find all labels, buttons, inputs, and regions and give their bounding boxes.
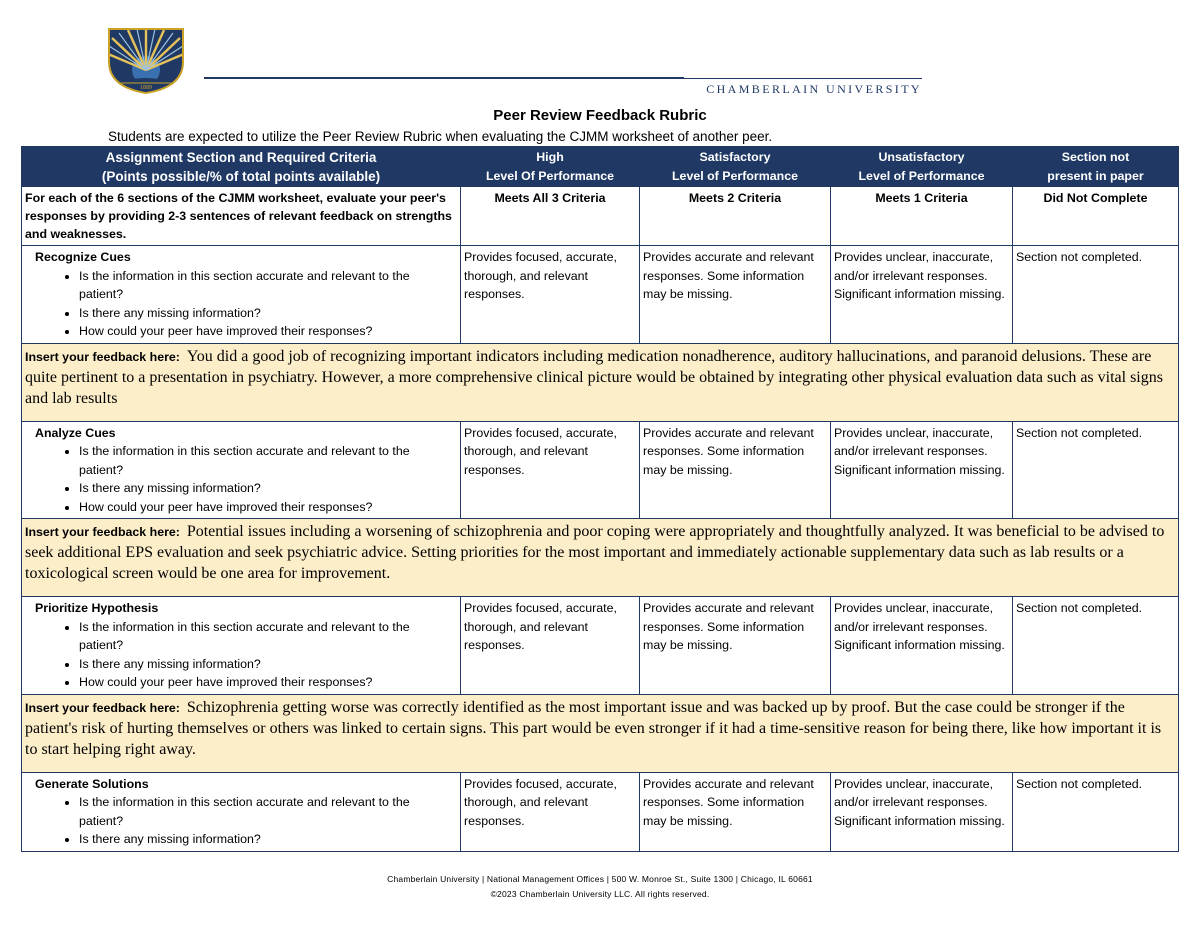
criteria-item: • Is there any missing information? xyxy=(79,830,457,849)
rubric-header-row xyxy=(22,147,1179,187)
criteria-item: • Is there any missing information? xyxy=(79,655,457,674)
header-rule-thin xyxy=(684,78,922,79)
feedback-row-recognize-cues xyxy=(22,343,1179,421)
meets-not-present: Did Not Complete xyxy=(1013,187,1179,246)
intro-text: Students are expected to utilize the Peer Review Rubric when evaluating the CJMM worksheet of another peer. xyxy=(108,129,773,144)
section-name: Generate Solutions xyxy=(35,776,149,791)
level-satisfactory-cell: Provides accurate and relevant responses. Some information may be missing. xyxy=(640,772,831,851)
criteria-item: • Is the information in this section accurate and relevant to the patient? xyxy=(79,618,457,655)
university-name: CHAMBERLAIN UNIVERSITY xyxy=(706,82,922,96)
feedback-label: Insert your feedback here: xyxy=(25,700,180,715)
section-name: Prioritize Hypothesis xyxy=(35,601,159,615)
header-rule xyxy=(204,77,684,79)
feedback-label: Insert your feedback here: xyxy=(25,349,180,364)
feedback-row-prioritize-hypothesis xyxy=(22,694,1179,772)
criteria-item: • Is there any missing information? xyxy=(79,304,457,323)
criteria-item: • How could your peer have improved their responses? xyxy=(79,322,457,341)
instruction-cell: For each of the 6 sections of the CJMM worksheet, evaluate your peer's responses by providing 2-3 sentences of relevant feedback on strengths and weaknesses. xyxy=(22,187,461,246)
level-not-present-cell: Section not completed. xyxy=(1013,246,1179,344)
section-row-recognize-cues xyxy=(22,246,1179,344)
col-header-high-line2: Level Of Performance xyxy=(485,168,615,183)
footer-copyright: ©2023 Chamberlain University LLC. All rights reserved. xyxy=(490,889,710,899)
section-row-generate-solutions xyxy=(22,772,1179,851)
criteria-list xyxy=(25,442,457,516)
level-not-present-cell: Section not completed. xyxy=(1013,421,1179,519)
col-header-not-present-line2: present in paper xyxy=(1047,168,1144,183)
feedback-row-analyze-cues xyxy=(22,519,1179,597)
feedback-text[interactable]: Schizophrenia getting worse was correctly identified as the most important issue and was backed up by proof. But the case could be stronger if the patient's risk of hurting themselves or others was linked to certain signs. This part would be even stronger if it had a time-sensitive reason for being there, like how important it is to start helping right away. xyxy=(25,698,1162,758)
section-criteria-cell xyxy=(22,597,461,695)
level-unsatisfactory-cell: Provides unclear, inaccurate, and/or irrelevant responses. Significant information missing. xyxy=(831,246,1013,344)
criteria-list xyxy=(25,267,457,341)
section-criteria-cell xyxy=(22,772,461,851)
col-header-criteria-line2: (Points possible/% of total points available) xyxy=(101,168,381,184)
feedback-text[interactable]: You did a good job of recognizing important indicators including medication nonadherence, auditory hallucinations, and paranoid delusions. These are quite pertinent to a presentation in psychiatry. However, a more comprehensive clinical picture would be obtained by integrating other physical evaluation data such as vital signs and lab results xyxy=(25,347,1163,407)
criteria-item: • Is there any missing information? xyxy=(79,479,457,498)
criteria-item: • How could your peer have improved their responses? xyxy=(79,673,457,692)
level-unsatisfactory-cell: Provides unclear, inaccurate, and/or irrelevant responses. Significant information missing. xyxy=(831,597,1013,695)
col-header-not-present xyxy=(1013,147,1179,187)
level-not-present-cell: Section not completed. xyxy=(1013,597,1179,695)
level-high-cell: Provides focused, accurate, thorough, and relevant responses. xyxy=(461,597,640,695)
page-title: Peer Review Feedback Rubric xyxy=(493,107,707,124)
section-criteria-cell xyxy=(22,246,461,344)
level-not-present-cell: Section not completed. xyxy=(1013,772,1179,851)
feedback-cell[interactable] xyxy=(22,694,1179,772)
meets-satisfactory: Meets 2 Criteria xyxy=(640,187,831,246)
col-header-unsatisfactory-line2: Level of Performance xyxy=(858,168,985,183)
meets-high: Meets All 3 Criteria xyxy=(461,187,640,246)
logo-year: 1889 xyxy=(140,85,152,91)
feedback-cell[interactable] xyxy=(22,343,1179,421)
feedback-label: Insert your feedback here: xyxy=(25,525,180,539)
meets-criteria-row xyxy=(22,187,1179,246)
col-header-not-present-line1: Section not xyxy=(1061,149,1130,164)
section-criteria-cell xyxy=(22,421,461,519)
level-satisfactory-cell: Provides accurate and relevant responses. Some information may be missing. xyxy=(640,421,831,519)
col-header-high-line1: High xyxy=(536,149,564,164)
col-header-criteria xyxy=(22,147,461,187)
section-name: Recognize Cues xyxy=(35,250,131,264)
section-name: Analyze Cues xyxy=(35,425,116,440)
section-row-analyze-cues xyxy=(22,421,1179,519)
col-header-satisfactory xyxy=(640,147,831,187)
section-row-prioritize-hypothesis xyxy=(22,597,1179,695)
col-header-criteria-line1: Assignment Section and Required Criteria xyxy=(105,149,377,165)
level-satisfactory-cell: Provides accurate and relevant responses. Some information may be missing. xyxy=(640,597,831,695)
level-high-cell: Provides focused, accurate, thorough, and relevant responses. xyxy=(461,421,640,519)
col-header-unsatisfactory-line1: Unsatisfactory xyxy=(878,149,965,164)
footer-address: Chamberlain University | National Management Offices | 500 W. Monroe St., Suite 1300 | Chicago, IL 60661 xyxy=(387,874,813,884)
feedback-cell[interactable] xyxy=(22,519,1179,597)
col-header-satisfactory-line2: Level of Performance xyxy=(671,168,799,183)
col-header-high xyxy=(461,147,640,187)
level-high-cell: Provides focused, accurate, thorough, and relevant responses. xyxy=(461,246,640,344)
col-header-unsatisfactory xyxy=(831,147,1013,187)
criteria-list xyxy=(25,618,457,692)
criteria-item: • Is the information in this section accurate and relevant to the patient? xyxy=(79,793,457,830)
meets-unsatisfactory: Meets 1 Criteria xyxy=(831,187,1013,246)
level-unsatisfactory-cell: Provides unclear, inaccurate, and/or irrelevant responses. Significant information missing. xyxy=(831,421,1013,519)
level-unsatisfactory-cell: Provides unclear, inaccurate, and/or irrelevant responses. Significant information missing. xyxy=(831,772,1013,851)
level-satisfactory-cell: Provides accurate and relevant responses. Some information may be missing. xyxy=(640,246,831,344)
criteria-list xyxy=(25,793,457,849)
rubric-table xyxy=(21,146,1179,852)
criteria-item: • Is the information in this section accurate and relevant to the patient? xyxy=(79,267,457,304)
criteria-item: • Is the information in this section accurate and relevant to the patient? xyxy=(79,442,457,479)
col-header-satisfactory-line1: Satisfactory xyxy=(699,149,771,164)
chamberlain-logo xyxy=(106,26,186,94)
feedback-text[interactable]: Potential issues including a worsening of schizophrenia and poor coping were appropriately and thoughtfully analyzed. It was beneficial to be advised to seek additional EPS evaluation and seek psychiatric advice. Setting priorities for the most important and immediately actionable supplementary data such as lab results or a toxicological screen would be one area for improvement. xyxy=(25,523,1165,582)
level-high-cell: Provides focused, accurate, thorough, and relevant responses. xyxy=(461,772,640,851)
criteria-item: • How could your peer have improved their responses? xyxy=(79,498,457,517)
